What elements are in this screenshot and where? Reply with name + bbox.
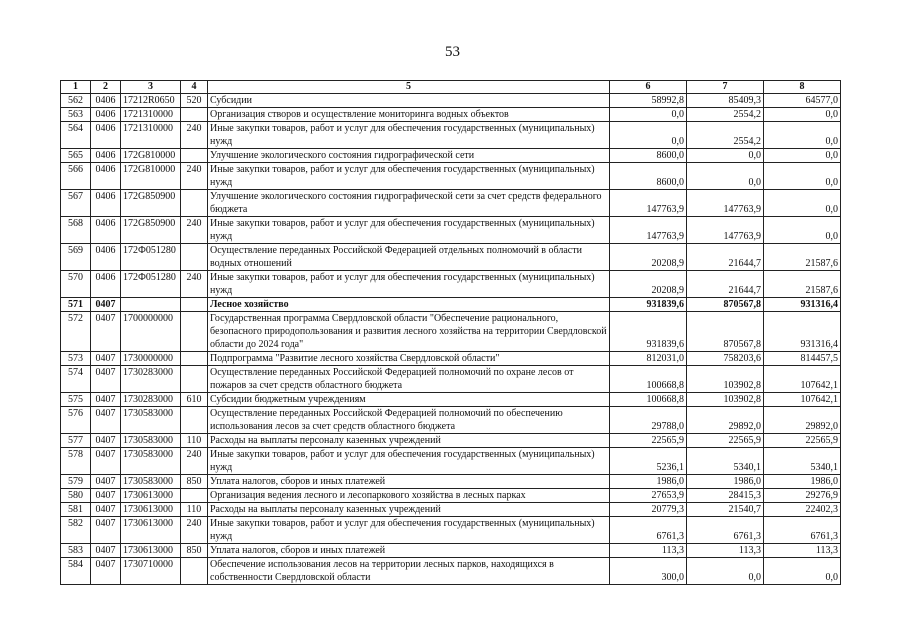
amount-col8-cell: 931316,4: [764, 312, 841, 352]
amount-col6-cell: 100668,8: [610, 366, 687, 393]
table-row: [61, 244, 841, 271]
item-name-cell: Улучшение экологического состояния гидрографической сети за счет средств федерального бюджета: [208, 190, 610, 217]
amount-col8-cell: 29892,0: [764, 407, 841, 434]
amount-col8-cell: 21587,6: [764, 244, 841, 271]
item-name-cell: Лесное хозяйство: [208, 298, 610, 312]
column-header: 8: [764, 81, 841, 94]
expense-type-cell: 240: [181, 271, 208, 298]
amount-col7-cell: 0,0: [687, 149, 764, 163]
item-name-cell: Субсидии бюджетным учреждениям: [208, 393, 610, 407]
amount-col6-cell: 0,0: [610, 108, 687, 122]
amount-col6-cell: 8600,0: [610, 149, 687, 163]
table-row: [61, 558, 841, 585]
amount-col6-cell: 100668,8: [610, 393, 687, 407]
row-number-cell: 578: [61, 448, 91, 475]
column-header: 1: [61, 81, 91, 94]
column-header: 2: [91, 81, 121, 94]
target-code-cell: 1730583000: [121, 448, 181, 475]
table-row: [61, 298, 841, 312]
target-code-cell: 1721310000: [121, 108, 181, 122]
expense-type-cell: 850: [181, 475, 208, 489]
expense-type-cell: 240: [181, 163, 208, 190]
target-code-cell: 172G810000: [121, 163, 181, 190]
expense-type-cell: 850: [181, 544, 208, 558]
amount-col8-cell: 107642,1: [764, 393, 841, 407]
section-code-cell: 0407: [91, 298, 121, 312]
amount-col6-cell: 22565,9: [610, 434, 687, 448]
table-row: [61, 149, 841, 163]
target-code-cell: 1730613000: [121, 489, 181, 503]
section-code-cell: 0407: [91, 312, 121, 352]
amount-col7-cell: 0,0: [687, 558, 764, 585]
expense-type-cell: [181, 190, 208, 217]
section-code-cell: 0407: [91, 558, 121, 585]
amount-col6-cell: 113,3: [610, 544, 687, 558]
expense-type-cell: [181, 407, 208, 434]
amount-col6-cell: 29788,0: [610, 407, 687, 434]
row-number-cell: 563: [61, 108, 91, 122]
item-name-cell: Иные закупки товаров, работ и услуг для обеспечения государственных (муниципальных) нужд: [208, 448, 610, 475]
row-number-cell: 580: [61, 489, 91, 503]
amount-col7-cell: 2554,2: [687, 108, 764, 122]
table-row: [61, 94, 841, 108]
table-row: [61, 475, 841, 489]
row-number-cell: 562: [61, 94, 91, 108]
amount-col7-cell: 21540,7: [687, 503, 764, 517]
amount-col7-cell: 870567,8: [687, 298, 764, 312]
amount-col7-cell: 22565,9: [687, 434, 764, 448]
row-number-cell: 572: [61, 312, 91, 352]
amount-col7-cell: 29892,0: [687, 407, 764, 434]
amount-col8-cell: 64577,0: [764, 94, 841, 108]
amount-col6-cell: 20779,3: [610, 503, 687, 517]
item-name-cell: Иные закупки товаров, работ и услуг для обеспечения государственных (муниципальных) нужд: [208, 122, 610, 149]
row-number-cell: 582: [61, 517, 91, 544]
column-header: 3: [121, 81, 181, 94]
amount-col8-cell: 22565,9: [764, 434, 841, 448]
item-name-cell: Иные закупки товаров, работ и услуг для обеспечения государственных (муниципальных) нужд: [208, 217, 610, 244]
amount-col8-cell: 0,0: [764, 190, 841, 217]
table-row: [61, 393, 841, 407]
target-code-cell: 172Ф051280: [121, 271, 181, 298]
row-number-cell: 570: [61, 271, 91, 298]
amount-col8-cell: 5340,1: [764, 448, 841, 475]
item-name-cell: Расходы на выплаты персоналу казенных учреждений: [208, 503, 610, 517]
target-code-cell: 1730583000: [121, 407, 181, 434]
amount-col7-cell: 0,0: [687, 163, 764, 190]
table-row: [61, 407, 841, 434]
table-row: [61, 312, 841, 352]
amount-col6-cell: 58992,8: [610, 94, 687, 108]
amount-col8-cell: 29276,9: [764, 489, 841, 503]
row-number-cell: 568: [61, 217, 91, 244]
target-code-cell: 1730283000: [121, 366, 181, 393]
row-number-cell: 575: [61, 393, 91, 407]
amount-col6-cell: 8600,0: [610, 163, 687, 190]
amount-col7-cell: 21644,7: [687, 271, 764, 298]
row-number-cell: 565: [61, 149, 91, 163]
row-number-cell: 569: [61, 244, 91, 271]
table-row: [61, 122, 841, 149]
expense-type-cell: 110: [181, 503, 208, 517]
item-name-cell: Иные закупки товаров, работ и услуг для обеспечения государственных (муниципальных) нужд: [208, 163, 610, 190]
amount-col7-cell: 113,3: [687, 544, 764, 558]
expense-type-cell: [181, 108, 208, 122]
expense-type-cell: [181, 558, 208, 585]
amount-col6-cell: 20208,9: [610, 244, 687, 271]
table-row: [61, 544, 841, 558]
amount-col7-cell: 28415,3: [687, 489, 764, 503]
amount-col6-cell: 20208,9: [610, 271, 687, 298]
expense-type-cell: [181, 352, 208, 366]
amount-col8-cell: 21587,6: [764, 271, 841, 298]
amount-col7-cell: 6761,3: [687, 517, 764, 544]
section-code-cell: 0406: [91, 244, 121, 271]
section-code-cell: 0407: [91, 366, 121, 393]
row-number-cell: 576: [61, 407, 91, 434]
target-code-cell: 1730000000: [121, 352, 181, 366]
column-header: 7: [687, 81, 764, 94]
table-row: [61, 448, 841, 475]
item-name-cell: Организация ведения лесного и лесопаркового хозяйства в лесных парках: [208, 489, 610, 503]
target-code-cell: 1730583000: [121, 434, 181, 448]
amount-col6-cell: 147763,9: [610, 190, 687, 217]
table-row: [61, 366, 841, 393]
expense-type-cell: [181, 366, 208, 393]
target-code-cell: 1730710000: [121, 558, 181, 585]
expense-type-cell: 520: [181, 94, 208, 108]
amount-col6-cell: 931839,6: [610, 298, 687, 312]
amount-col6-cell: 27653,9: [610, 489, 687, 503]
target-code-cell: 172G810000: [121, 149, 181, 163]
section-code-cell: 0406: [91, 271, 121, 298]
item-name-cell: Иные закупки товаров, работ и услуг для обеспечения государственных (муниципальных) нужд: [208, 271, 610, 298]
budget-table: [60, 80, 841, 585]
section-code-cell: 0407: [91, 503, 121, 517]
item-name-cell: Уплата налогов, сборов и иных платежей: [208, 544, 610, 558]
expense-type-cell: [181, 149, 208, 163]
section-code-cell: 0406: [91, 122, 121, 149]
table-header-row: [61, 81, 841, 94]
item-name-cell: Осуществление переданных Российской Федерацией отдельных полномочий в области водных отношений: [208, 244, 610, 271]
row-number-cell: 571: [61, 298, 91, 312]
row-number-cell: 564: [61, 122, 91, 149]
row-number-cell: 583: [61, 544, 91, 558]
column-header: 4: [181, 81, 208, 94]
expense-type-cell: 240: [181, 122, 208, 149]
table-row: [61, 503, 841, 517]
section-code-cell: 0407: [91, 434, 121, 448]
amount-col8-cell: 0,0: [764, 558, 841, 585]
target-code-cell: [121, 298, 181, 312]
expense-type-cell: [181, 489, 208, 503]
amount-col6-cell: 0,0: [610, 122, 687, 149]
row-number-cell: 581: [61, 503, 91, 517]
item-name-cell: Организация створов и осуществление мониторинга водных объектов: [208, 108, 610, 122]
section-code-cell: 0406: [91, 94, 121, 108]
amount-col8-cell: 107642,1: [764, 366, 841, 393]
section-code-cell: 0407: [91, 393, 121, 407]
target-code-cell: 1730283000: [121, 393, 181, 407]
expense-type-cell: 610: [181, 393, 208, 407]
amount-col8-cell: 0,0: [764, 217, 841, 244]
target-code-cell: 17212R0650: [121, 94, 181, 108]
target-code-cell: 1730613000: [121, 503, 181, 517]
target-code-cell: 1730613000: [121, 517, 181, 544]
row-number-cell: 567: [61, 190, 91, 217]
target-code-cell: 172Ф051280: [121, 244, 181, 271]
section-code-cell: 0406: [91, 163, 121, 190]
amount-col6-cell: 147763,9: [610, 217, 687, 244]
amount-col8-cell: 0,0: [764, 108, 841, 122]
section-code-cell: 0406: [91, 108, 121, 122]
item-name-cell: Улучшение экологического состояния гидрографической сети: [208, 149, 610, 163]
table-row: [61, 271, 841, 298]
expense-type-cell: 110: [181, 434, 208, 448]
amount-col6-cell: 1986,0: [610, 475, 687, 489]
expense-type-cell: 240: [181, 448, 208, 475]
amount-col7-cell: 85409,3: [687, 94, 764, 108]
amount-col8-cell: 22402,3: [764, 503, 841, 517]
amount-col8-cell: 1986,0: [764, 475, 841, 489]
table-row: [61, 434, 841, 448]
section-code-cell: 0406: [91, 217, 121, 244]
amount-col8-cell: 814457,5: [764, 352, 841, 366]
table-row: [61, 163, 841, 190]
item-name-cell: Осуществление переданных Российской Федерацией полномочий по обеспечению использования лесов за счет средств областного бюджета: [208, 407, 610, 434]
item-name-cell: Субсидии: [208, 94, 610, 108]
target-code-cell: 172G850900: [121, 217, 181, 244]
page-number: 53: [445, 44, 460, 60]
section-code-cell: 0407: [91, 475, 121, 489]
column-header: 6: [610, 81, 687, 94]
item-name-cell: Иные закупки товаров, работ и услуг для обеспечения государственных (муниципальных) нужд: [208, 517, 610, 544]
amount-col6-cell: 300,0: [610, 558, 687, 585]
row-number-cell: 574: [61, 366, 91, 393]
expense-type-cell: [181, 312, 208, 352]
section-code-cell: 0406: [91, 149, 121, 163]
section-code-cell: 0407: [91, 448, 121, 475]
amount-col7-cell: 21644,7: [687, 244, 764, 271]
table-row: [61, 108, 841, 122]
item-name-cell: Уплата налогов, сборов и иных платежей: [208, 475, 610, 489]
table-row: [61, 190, 841, 217]
amount-col6-cell: 812031,0: [610, 352, 687, 366]
expense-type-cell: [181, 298, 208, 312]
amount-col8-cell: 931316,4: [764, 298, 841, 312]
amount-col7-cell: 1986,0: [687, 475, 764, 489]
amount-col7-cell: 147763,9: [687, 217, 764, 244]
row-number-cell: 577: [61, 434, 91, 448]
table-row: [61, 517, 841, 544]
table-row: [61, 217, 841, 244]
amount-col8-cell: 0,0: [764, 163, 841, 190]
amount-col7-cell: 870567,8: [687, 312, 764, 352]
amount-col7-cell: 2554,2: [687, 122, 764, 149]
item-name-cell: Подпрограмма "Развитие лесного хозяйства Свердловской области": [208, 352, 610, 366]
section-code-cell: 0406: [91, 190, 121, 217]
item-name-cell: Государственная программа Свердловской области "Обеспечение рационального, безопасного природопользования и развития лесного хозяйства на территории Свердловской области до 2024 года": [208, 312, 610, 352]
row-number-cell: 573: [61, 352, 91, 366]
item-name-cell: Осуществление переданных Российской Федерацией полномочий по охране лесов от пожаров за счет средств областного бюджета: [208, 366, 610, 393]
amount-col6-cell: 6761,3: [610, 517, 687, 544]
section-code-cell: 0407: [91, 489, 121, 503]
amount-col7-cell: 147763,9: [687, 190, 764, 217]
amount-col8-cell: 6761,3: [764, 517, 841, 544]
target-code-cell: 1730613000: [121, 544, 181, 558]
table-body: [61, 94, 841, 585]
target-code-cell: 1730583000: [121, 475, 181, 489]
section-code-cell: 0407: [91, 407, 121, 434]
amount-col8-cell: 0,0: [764, 149, 841, 163]
target-code-cell: 1721310000: [121, 122, 181, 149]
item-name-cell: Обеспечение использования лесов на территории лесных парков, находящихся в собственности Свердловской области: [208, 558, 610, 585]
amount-col6-cell: 931839,6: [610, 312, 687, 352]
section-code-cell: 0407: [91, 352, 121, 366]
table-row: [61, 352, 841, 366]
amount-col7-cell: 103902,8: [687, 393, 764, 407]
expense-type-cell: 240: [181, 217, 208, 244]
column-header: 5: [208, 81, 610, 94]
section-code-cell: 0407: [91, 517, 121, 544]
amount-col6-cell: 5236,1: [610, 448, 687, 475]
amount-col7-cell: 103902,8: [687, 366, 764, 393]
expense-type-cell: 240: [181, 517, 208, 544]
row-number-cell: 584: [61, 558, 91, 585]
row-number-cell: 566: [61, 163, 91, 190]
row-number-cell: 579: [61, 475, 91, 489]
amount-col8-cell: 0,0: [764, 122, 841, 149]
item-name-cell: Расходы на выплаты персоналу казенных учреждений: [208, 434, 610, 448]
amount-col7-cell: 5340,1: [687, 448, 764, 475]
expense-type-cell: [181, 244, 208, 271]
table-row: [61, 489, 841, 503]
target-code-cell: 1700000000: [121, 312, 181, 352]
section-code-cell: 0407: [91, 544, 121, 558]
amount-col8-cell: 113,3: [764, 544, 841, 558]
target-code-cell: 172G850900: [121, 190, 181, 217]
amount-col7-cell: 758203,6: [687, 352, 764, 366]
